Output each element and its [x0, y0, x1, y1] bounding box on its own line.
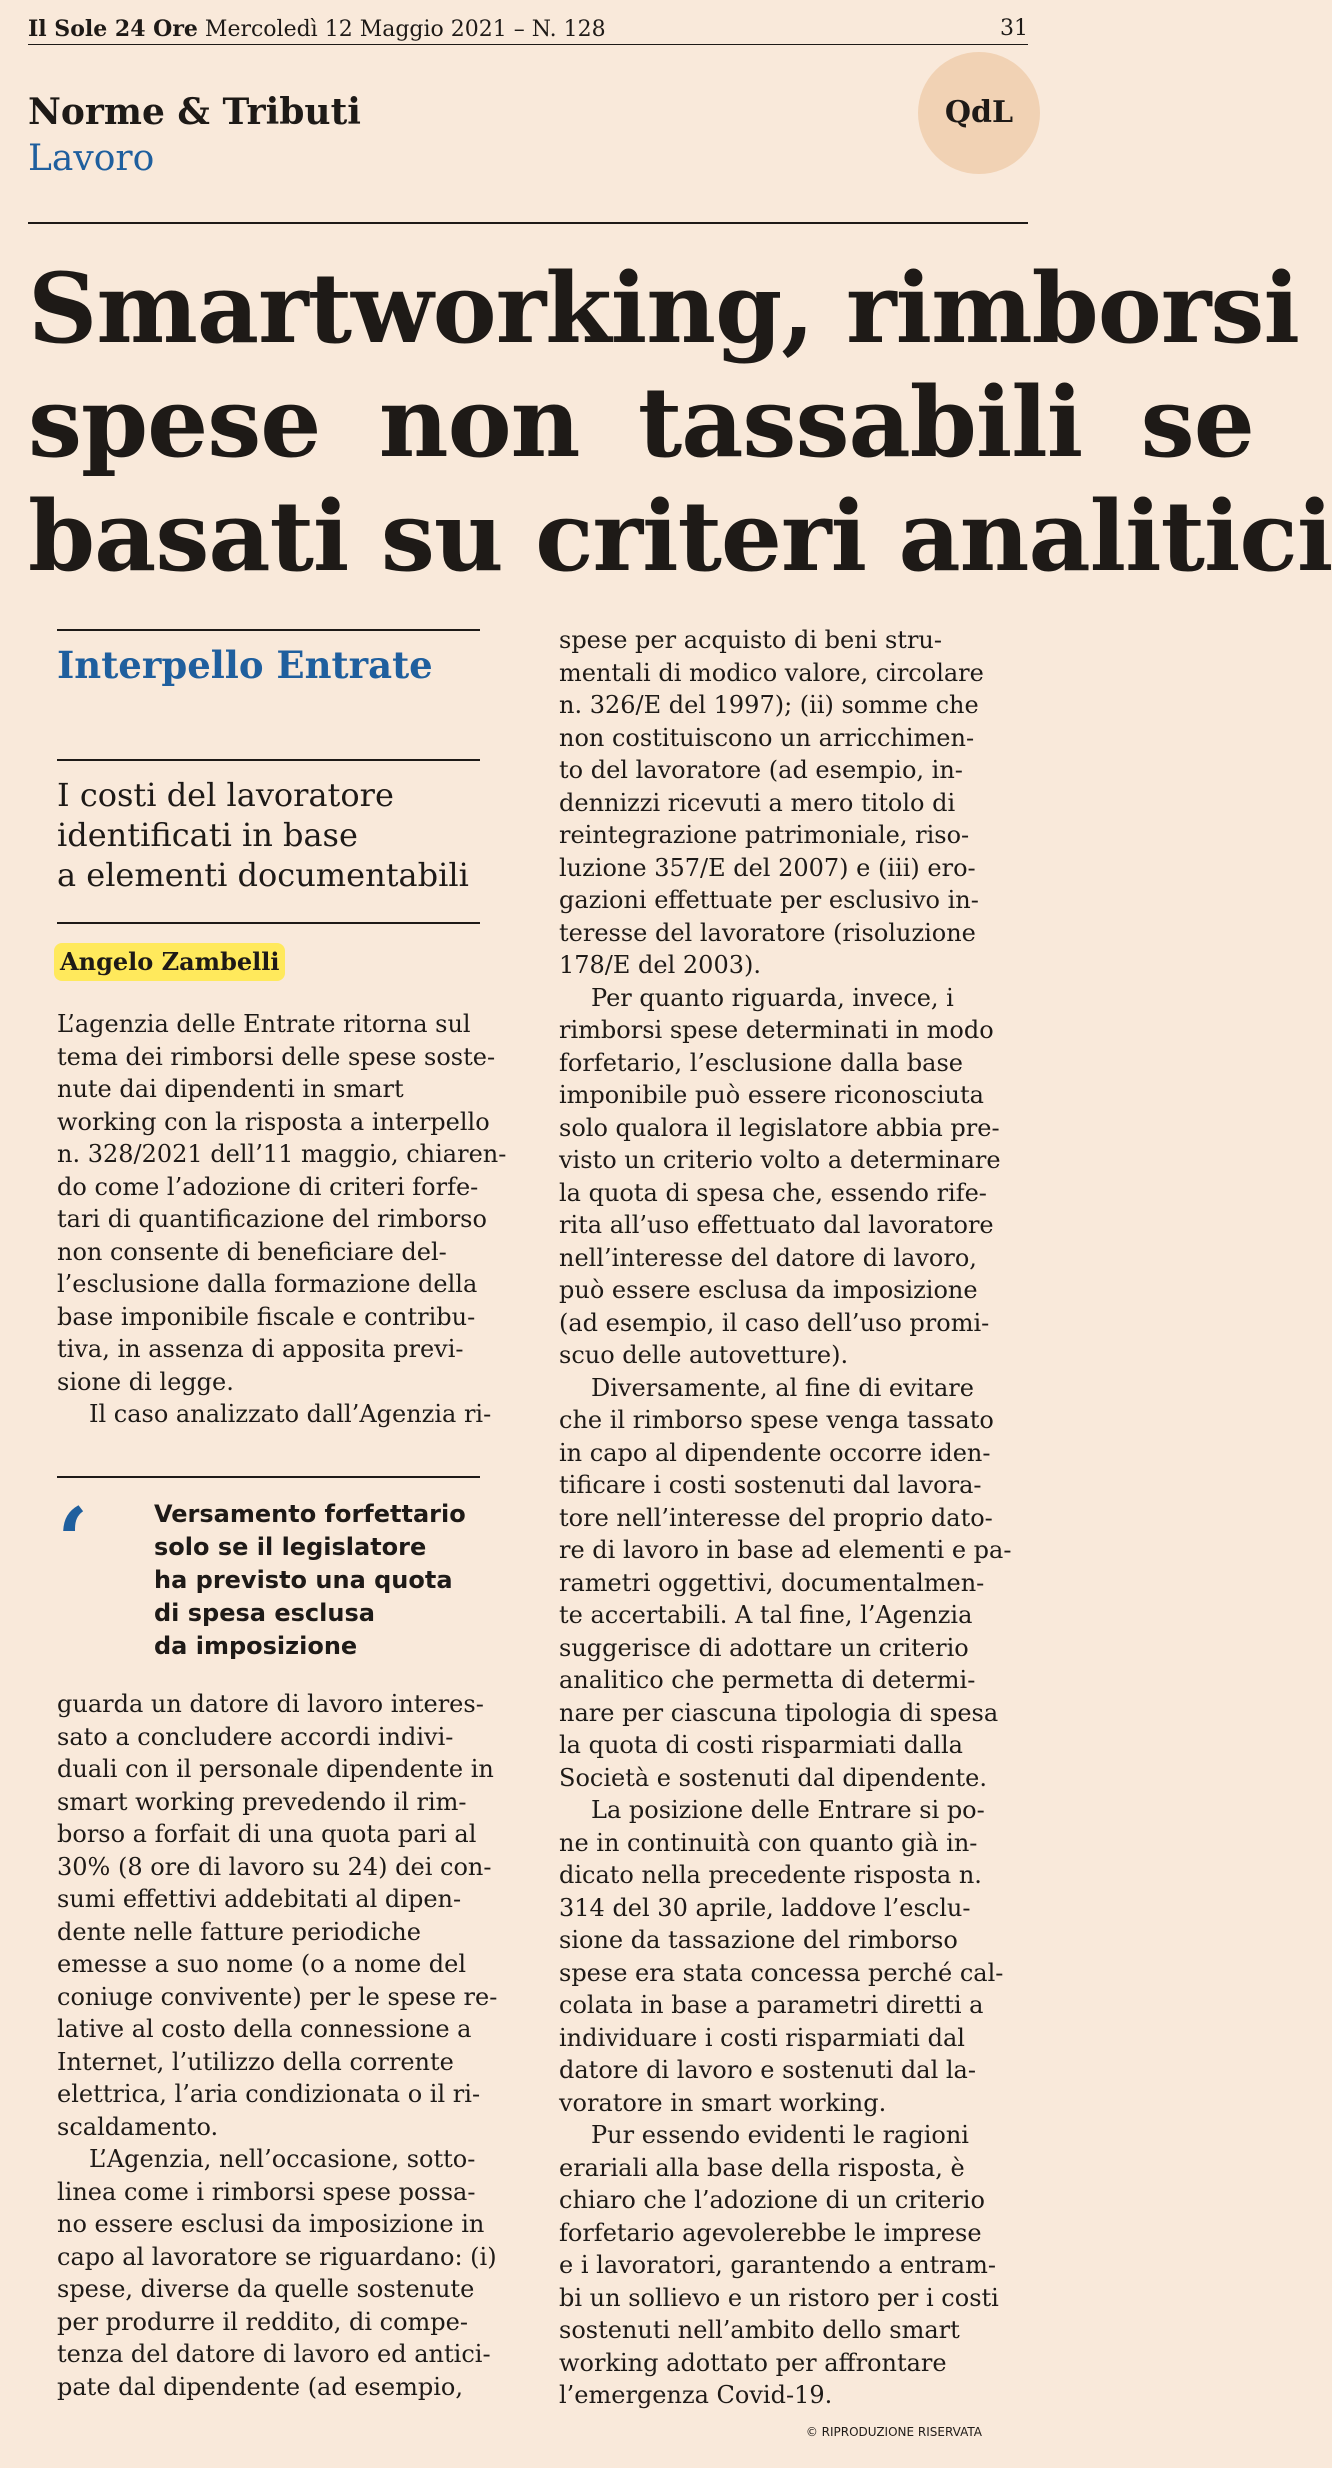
body-line: linea come i rimborsi spese possa- [57, 2177, 476, 2206]
body-line: rametri oggettivi, documentalmen- [559, 1568, 985, 1597]
body-line: sato a concludere accordi indivi- [57, 1722, 454, 1751]
body-line: sostenuti nell’ambito dello smart [559, 2316, 960, 2344]
body-line: che il rimborso spese venga tassato [559, 1406, 994, 1434]
body-line: coniuge convivente) per le spese re- [57, 1982, 498, 2011]
body-line: erariali alla base della risposta, è [559, 2153, 965, 2182]
quote-mark-icon: ‘ [57, 1488, 89, 1594]
body-line: working adottato per affrontare [559, 2348, 947, 2377]
body-line: working con la risposta a interpello [57, 1107, 490, 1136]
masthead [28, 14, 1028, 45]
header-divider [28, 222, 1028, 224]
body-line: scuo delle autovetture). [559, 1341, 849, 1369]
body-line: solo qualora il legislatore abbia pre- [559, 1113, 1000, 1142]
body-line: do come l’adozione di criteri forfe- [57, 1172, 479, 1201]
body-line: re di lavoro in base ad elementi e pa- [559, 1536, 1012, 1564]
body-line: Diversamente, al fine di evitare [591, 1373, 974, 1402]
body-line: datore di lavoro e sostenuti dal la- [559, 2056, 976, 2084]
headline-line: basati su criteri analitici [28, 480, 1332, 593]
pull-quote-line: ha previsto una quota [154, 1566, 453, 1594]
body-line: nare per ciascuna tipologia di spesa [559, 1698, 999, 1727]
body-line: Il caso analizzato dall’Agenzia ri- [89, 1400, 492, 1428]
pull-quote-line: solo se il legislatore [154, 1533, 427, 1561]
body-line: mentali di modico valore, circolare [559, 658, 984, 687]
body-line: L’Agenzia, nell’occasione, sotto- [89, 2145, 476, 2173]
body-line: tema dei rimborsi delle spese soste- [57, 1042, 496, 1071]
body-line: scaldamento. [57, 2112, 219, 2141]
body-line: e i lavoratori, garantendo a entram- [559, 2251, 996, 2279]
body-line: tenza del datore di lavoro ed antici- [57, 2340, 491, 2368]
body-line: non costituiscono un arricchimen- [559, 723, 975, 752]
body-line: 314 del 30 aprile, laddove l’esclu- [559, 1893, 971, 1922]
body-line: spese per acquisto di beni stru- [559, 626, 942, 654]
body-line: dennizzi ricevuti a mero titolo di [559, 788, 956, 817]
body-line: voratore in smart working. [559, 2088, 887, 2117]
author-byline: Angelo Zambelli [54, 943, 285, 981]
body-line: rita all’uso effettuato dal lavoratore [559, 1211, 994, 1239]
body-line: La posizione delle Entrare si po- [591, 1796, 985, 1824]
body-line: 30% (8 ore di lavoro su 24) dei con- [57, 1852, 492, 1881]
body-line: pate dal dipendente (ad esempio, [57, 2372, 463, 2401]
body-line: tificare i costi sostenuti dal lavora- [559, 1471, 982, 1499]
body-line: Internet, l’utilizzo della corrente [57, 2047, 454, 2076]
body-line: può essere esclusa da imposizione [559, 1276, 978, 1304]
body-line: per produrre il reddito, di compe- [57, 2307, 468, 2336]
body-line: smart working prevedendo il rim- [57, 1787, 467, 1816]
body-line: (ad esempio, il caso dell’uso promi- [559, 1308, 990, 1337]
body-line: lative al costo della connessione a [57, 2015, 472, 2043]
body-column-c [559, 624, 1012, 2412]
body-line: te accertabili. A tal fine, l’Agenzia [559, 1601, 973, 1629]
body-line: Pur essendo evidenti le ragioni [591, 2121, 969, 2149]
body-line: sumi effettivi addebitati al dipen- [57, 1885, 462, 1913]
summary-bottom-rule [57, 922, 480, 924]
body-line: teresse del lavoratore (risoluzione [559, 918, 976, 947]
summary-line: identificati in base [57, 816, 358, 854]
section-title: Norme & Tributi [28, 91, 361, 133]
body-line: no essere esclusi da imposizione in [57, 2210, 485, 2238]
headline [28, 252, 1332, 594]
body-line: imponibile può essere riconosciuta [559, 1081, 984, 1109]
body-line: la quota di spesa che, essendo rife- [559, 1178, 987, 1207]
body-line: dente nelle fatture periodiche [57, 1917, 421, 1946]
body-line: visto un criterio volto a determinare [559, 1146, 1001, 1174]
body-line: analitico che permetta di determi- [559, 1666, 976, 1694]
summary-top-rule [57, 759, 480, 761]
body-line: la quota di costi risparmiati dalla [559, 1731, 963, 1759]
body-line: gazioni effettuate per esclusivo in- [559, 886, 979, 914]
body-line: dicato nella precedente risposta n. [559, 1861, 982, 1889]
body-line: borso a forfait di una quota pari al [57, 1820, 477, 1848]
page-number: 31 [1000, 16, 1028, 41]
body-line: base imponibile fiscale e contribu- [57, 1302, 476, 1331]
body-line: forfetario agevolerebbe le imprese [559, 2218, 982, 2247]
body-line: tore nell’interesse del proprio dato- [559, 1503, 993, 1532]
body-line: forfetario, l’esclusione dalla base [559, 1048, 963, 1077]
headline-line: spese non tassabili se [28, 366, 1254, 479]
body-line: suggerisce di adottare un criterio [559, 1633, 969, 1662]
body-line: sione da tassazione del rimborso [559, 1926, 958, 1954]
copyright-notice: © RIPRODUZIONE RISERVATA [805, 2425, 982, 2439]
body-line: l’esclusione dalla formazione della [57, 1270, 478, 1298]
body-line: nell’interesse del datore di lavoro, [559, 1243, 977, 1272]
summary-line: a elementi documentabili [57, 856, 469, 894]
kicker: Interpello Entrate [57, 643, 433, 687]
body-line: ne in continuità con quanto già in- [559, 1828, 978, 1857]
body-line: to del lavoratore (ad esempio, in- [559, 756, 963, 784]
body-line: individuare i costi risparmiati dal [559, 2023, 965, 2052]
body-line: L’agenzia delle Entrate ritorna sul [57, 1010, 471, 1038]
section-header [28, 88, 361, 182]
body-line: duali con il personale dipendente in [57, 1755, 494, 1783]
body-line: capo al lavoratore se riguardano: (i) [57, 2242, 497, 2271]
body-line: non consente di beneficiare del- [57, 1237, 447, 1266]
pull-quote-line: Versamento forfettario [154, 1500, 466, 1528]
summary-line: I costi del lavoratore [57, 776, 394, 814]
pull-quote-line: di spesa esclusa [154, 1599, 375, 1627]
body-line: guarda un datore di lavoro interes- [57, 1690, 484, 1718]
body-line: sione di legge. [57, 1367, 234, 1396]
body-line: emesse a suo nome (o a nome del [57, 1950, 467, 1978]
body-line: bi un sollievo e un ristoro per i costi [559, 2283, 999, 2312]
headline-line: Smartworking, rimborsi [28, 252, 1299, 365]
date-issue: Mercoledì 12 Maggio 2021 – N. 128 [197, 17, 606, 42]
section-subtitle: Lavoro [28, 138, 155, 179]
body-line: spese, diverse da quelle sostenute [57, 2275, 475, 2303]
body-line: chiaro che l’adozione di un criterio [559, 2186, 985, 2214]
kicker-top-rule [57, 629, 480, 631]
publication-name: Il Sole 24 Ore [28, 16, 198, 42]
body-line: tari di quantificazione del rimborso [57, 1205, 487, 1233]
pull-quote-line: da imposizione [154, 1632, 358, 1660]
body-line: tiva, in assenza di apposita previ- [57, 1335, 464, 1363]
body-line: luzione 357/E del 2007) e (iii) ero- [559, 853, 976, 882]
body-line: rimborsi spese determinati in modo [559, 1016, 994, 1044]
body-line: colata in base a parametri diretti a [559, 1991, 984, 2019]
body-line: l’emergenza Covid-19. [559, 2381, 833, 2409]
body-line: n. 326/E del 1997); (ii) somme che [559, 691, 979, 719]
body-column-b [57, 1688, 498, 2403]
body-column-a [57, 1008, 507, 1431]
body-line: 178/E del 2003). [559, 951, 761, 979]
body-line: spese era stata concessa perché cal- [559, 1958, 1004, 1987]
pull-quote-rule [57, 1476, 480, 1478]
body-line: Per quanto riguarda, invece, i [591, 983, 954, 1012]
qdl-badge: QdL [918, 52, 1040, 174]
body-line: reintegrazione patrimoniale, riso- [559, 821, 970, 849]
body-line: elettrica, l’aria condizionata o il ri- [57, 2080, 481, 2108]
body-line: in capo al dipendente occorre iden- [559, 1438, 991, 1467]
summary [57, 775, 487, 895]
body-line: Società e sostenuti dal dipendente. [559, 1763, 987, 1792]
body-line: n. 328/2021 dell’11 maggio, chiaren- [57, 1140, 507, 1168]
pull-quote [154, 1498, 484, 1663]
body-line: nute dai dipendenti in smart [57, 1075, 404, 1103]
